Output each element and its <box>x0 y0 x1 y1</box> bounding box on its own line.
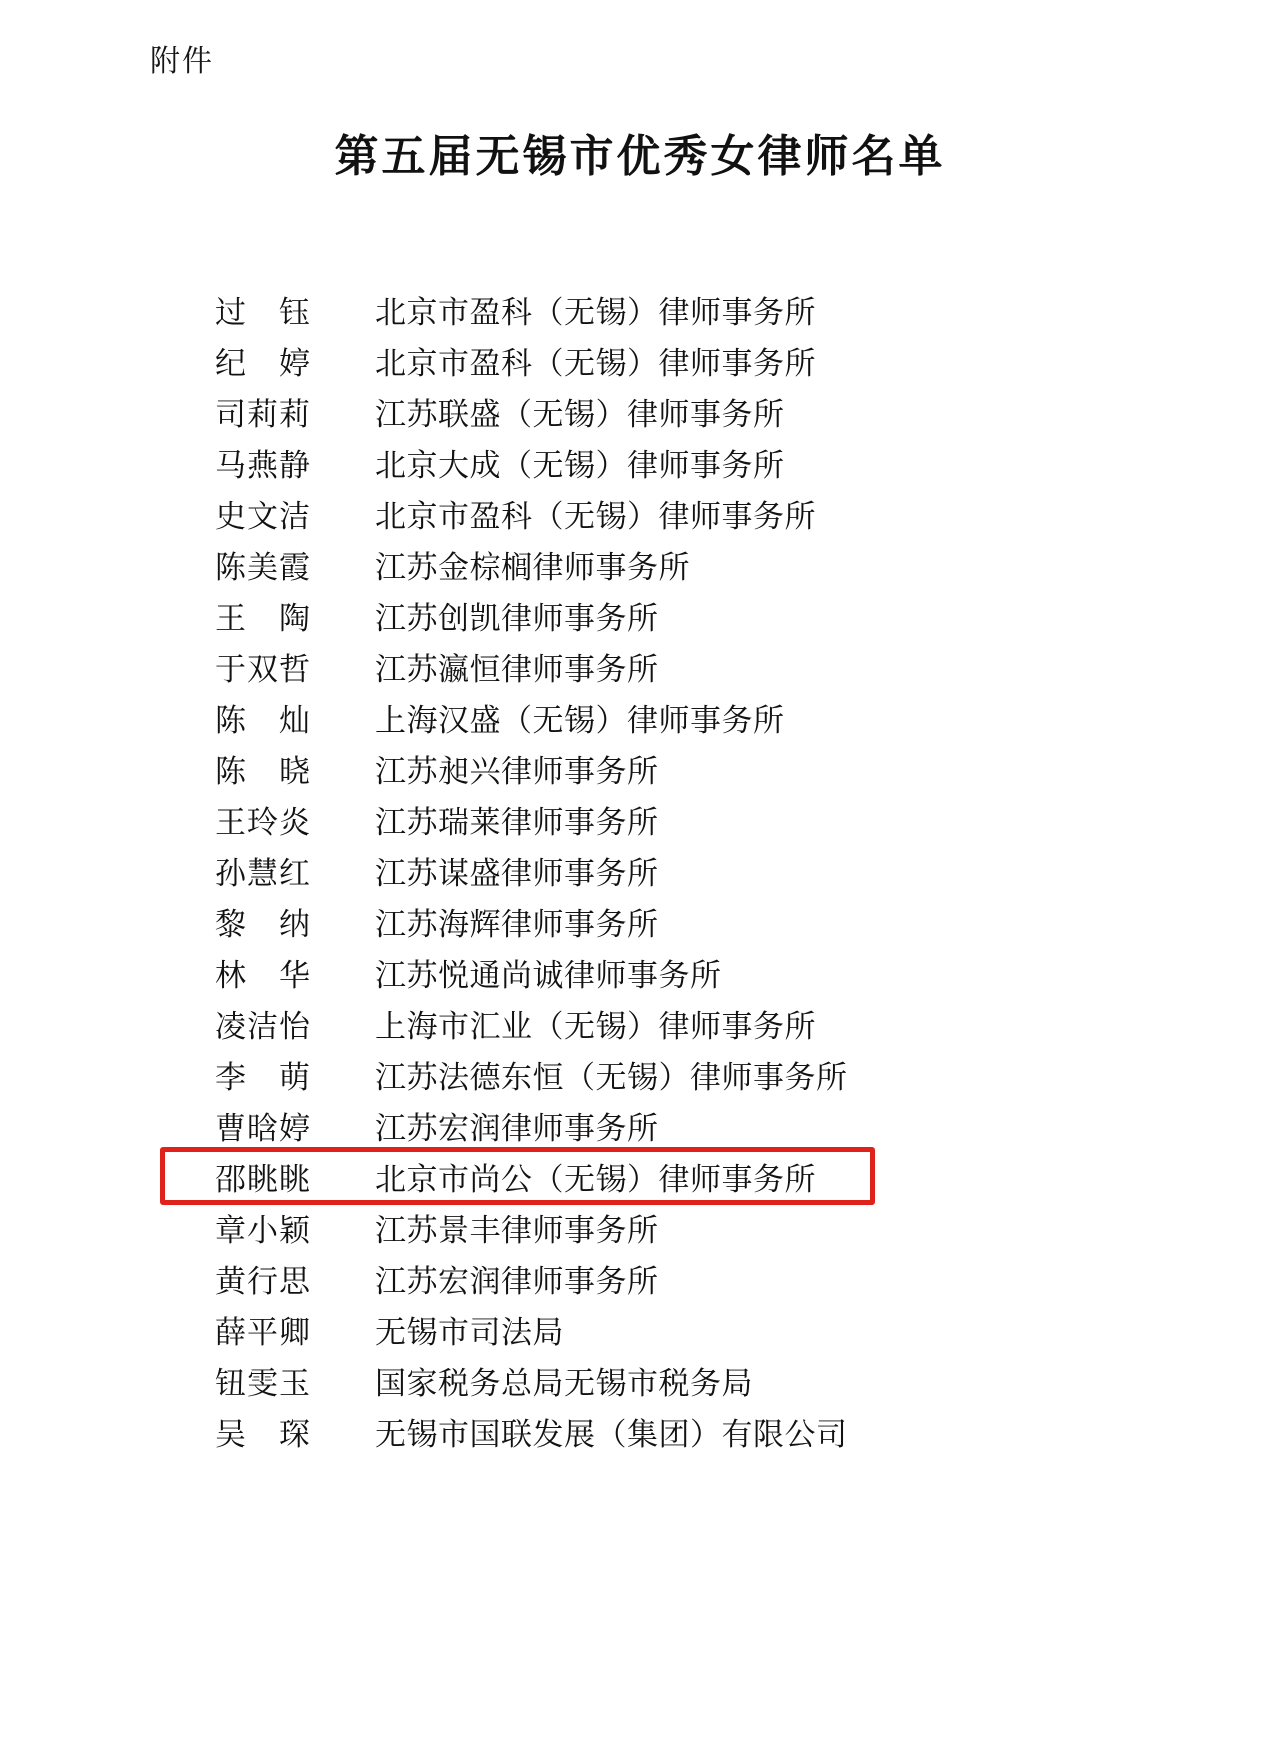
lawyer-name: 陈 灿 <box>215 703 311 738</box>
lawyer-name: 司莉莉 <box>215 397 311 432</box>
law-firm-name: 江苏悦通尚诚律师事务所 <box>375 958 722 993</box>
list-item <box>0 1355 1280 1406</box>
lawyer-name: 陈美霞 <box>215 550 311 585</box>
law-firm-name: 江苏法德东恒（无锡）律师事务所 <box>375 1060 848 1095</box>
list-item <box>0 1049 1280 1100</box>
list-item <box>0 896 1280 947</box>
law-firm-name: 北京市尚公（无锡）律师事务所 <box>375 1162 816 1197</box>
list-item <box>0 437 1280 488</box>
law-firm-name: 江苏宏润律师事务所 <box>375 1264 659 1299</box>
lawyer-name: 纪 婷 <box>215 346 311 381</box>
law-firm-name: 北京大成（无锡）律师事务所 <box>375 448 785 483</box>
list-item <box>0 539 1280 590</box>
law-firm-name: 江苏创凯律师事务所 <box>375 601 659 636</box>
law-firm-name: 江苏宏润律师事务所 <box>375 1111 659 1146</box>
law-firm-name: 江苏昶兴律师事务所 <box>375 754 659 789</box>
list-item <box>0 335 1280 386</box>
lawyer-name: 史文洁 <box>215 499 311 534</box>
list-item <box>0 1151 1280 1202</box>
law-firm-name: 江苏瀛恒律师事务所 <box>375 652 659 687</box>
law-firm-name: 无锡市司法局 <box>375 1315 564 1350</box>
lawyer-name: 王 陶 <box>215 601 311 636</box>
law-firm-name: 北京市盈科（无锡）律师事务所 <box>375 295 816 330</box>
law-firm-name: 江苏瑞莱律师事务所 <box>375 805 659 840</box>
lawyer-name: 于双哲 <box>215 652 311 687</box>
lawyer-name: 黄行思 <box>215 1264 311 1299</box>
list-item <box>0 641 1280 692</box>
list-item <box>0 998 1280 1049</box>
list-item <box>0 1304 1280 1355</box>
list-item <box>0 794 1280 845</box>
law-firm-name: 江苏谋盛律师事务所 <box>375 856 659 891</box>
list-item <box>0 743 1280 794</box>
lawyer-name: 薛平卿 <box>215 1315 311 1350</box>
law-firm-name: 江苏金棕榈律师事务所 <box>375 550 690 585</box>
list-item <box>0 284 1280 335</box>
award-list <box>0 284 1280 1457</box>
list-item <box>0 1100 1280 1151</box>
lawyer-name: 章小颖 <box>215 1213 311 1248</box>
list-item <box>0 488 1280 539</box>
lawyer-name: 凌洁怡 <box>215 1009 311 1044</box>
lawyer-name: 李 萌 <box>215 1060 311 1095</box>
law-firm-name: 江苏海辉律师事务所 <box>375 907 659 942</box>
attachment-label: 附件 <box>150 45 214 78</box>
lawyer-name: 林 华 <box>215 958 311 993</box>
law-firm-name: 上海市汇业（无锡）律师事务所 <box>375 1009 816 1044</box>
list-item <box>0 590 1280 641</box>
law-firm-name: 江苏景丰律师事务所 <box>375 1213 659 1248</box>
list-item <box>0 386 1280 437</box>
list-item <box>0 1253 1280 1304</box>
list-item <box>0 1202 1280 1253</box>
law-firm-name: 江苏联盛（无锡）律师事务所 <box>375 397 785 432</box>
law-firm-name: 无锡市国联发展（集团）有限公司 <box>375 1417 848 1452</box>
law-firm-name: 北京市盈科（无锡）律师事务所 <box>375 499 816 534</box>
law-firm-name: 国家税务总局无锡市税务局 <box>375 1366 753 1401</box>
lawyer-name: 曹晗婷 <box>215 1111 311 1146</box>
lawyer-name: 马燕静 <box>215 448 311 483</box>
lawyer-name: 钮雯玉 <box>215 1366 311 1401</box>
lawyer-name: 邵眺眺 <box>215 1162 311 1197</box>
lawyer-name: 黎 纳 <box>215 907 311 942</box>
lawyer-name: 吴 琛 <box>215 1417 311 1452</box>
list-item <box>0 947 1280 998</box>
lawyer-name: 陈 晓 <box>215 754 311 789</box>
list-item <box>0 1406 1280 1457</box>
lawyer-name: 过 钰 <box>215 295 311 330</box>
law-firm-name: 上海汉盛（无锡）律师事务所 <box>375 703 785 738</box>
lawyer-name: 孙慧红 <box>215 856 311 891</box>
lawyer-name: 王玲炎 <box>215 805 311 840</box>
page-title: 第五届无锡市优秀女律师名单 <box>334 132 946 181</box>
list-item <box>0 845 1280 896</box>
law-firm-name: 北京市盈科（无锡）律师事务所 <box>375 346 816 381</box>
list-item <box>0 692 1280 743</box>
